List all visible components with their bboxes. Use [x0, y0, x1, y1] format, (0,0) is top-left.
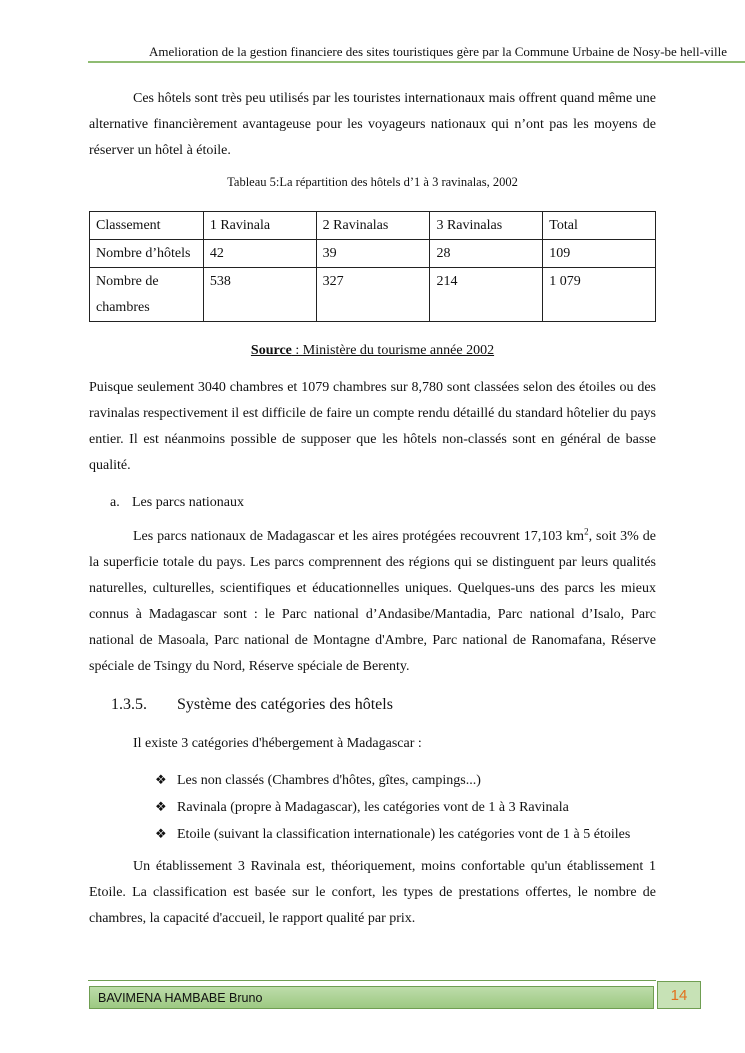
hotel-distribution-table	[89, 211, 656, 322]
category-list	[155, 767, 630, 848]
table-row	[90, 240, 656, 268]
table-cell: Nombre d’hôtels	[90, 240, 204, 268]
table-cell: 327	[316, 268, 430, 322]
subsection-marker: a.	[110, 495, 120, 510]
section-heading	[111, 693, 393, 717]
subsection-title: Les parcs nationaux	[132, 495, 244, 510]
paragraph-national-parks	[89, 524, 656, 680]
diamond-bullet-icon: ❖	[155, 826, 167, 841]
section-number: 1.3.5.	[111, 696, 147, 713]
footer-rule	[88, 980, 656, 981]
table-cell: 109	[543, 240, 656, 268]
running-header: Amelioration de la gestion financiere des sites touristiques gère par la Commune Urbaine de Nosy-be hell-ville	[149, 44, 727, 59]
table-cell: 28	[430, 240, 543, 268]
paragraph-room-classification: Puisque seulement 3040 chambres et 1079 chambres sur 8,780 sont classées selon des étoiles ou des ravinalas respectivement il est difficile de faire un compte rendu détaillé du standard hôtelier du pays entier. Il est néanmoins possible de supposer que les hôtels non-classés sont en général de basse qualité.	[89, 380, 656, 473]
list-item-text: Ravinala (propre à Madagascar), les catégories vont de 1 à 3 Ravinala	[177, 800, 569, 815]
subsection-heading	[110, 492, 244, 514]
source-text: : Ministère du tourisme année 2002	[291, 343, 495, 358]
table-caption: Tableau 5:La répartition des hôtels d’1 à 3 ravinalas, 2002	[227, 175, 518, 189]
table-row	[90, 268, 656, 322]
table-cell: 538	[203, 268, 316, 322]
table-header-cell: 2 Ravinalas	[316, 212, 430, 240]
parks-text-start: Les parcs nationaux de Madagascar et les aires protégées recouvrent 17,103 km	[133, 529, 585, 544]
list-item-text: Etoile (suivant la classification internationale) les catégories vont de 1 à 5 étoiles	[177, 827, 631, 842]
table-header-cell: 3 Ravinalas	[430, 212, 543, 240]
paragraph-hotels-usage: Ces hôtels sont très peu utilisés par les touristes internationaux mais offrent quand même une alternative financièrement avantageuse pour les voyageurs nationaux qui n’ont pas les moyens de réserver un hôtel à étoile.	[89, 91, 656, 158]
diamond-bullet-icon: ❖	[155, 772, 167, 787]
paragraph-classification-basis: Un établissement 3 Ravinala est, théoriquement, moins confortable qu'un établissement 1 Etoile. La classification est basée sur le confort, les types de prestations offertes, le nombre de chambres, la capacité d'accueil, le rapport qualité par prix.	[89, 859, 656, 926]
page-number: 14	[670, 987, 688, 1004]
parks-text-end: , soit 3% de la superficie totale du pays. Les parcs comprennent des régions qui se distinguent par leurs qualités naturelles, culturelles, scientifiques et éducationnelles uniques. Quelques-uns des parcs les mieux connus à Madagascar sont : le Parc national d’Andasibe/Mantadia, Parc national d’Isalo, Parc national de Masoala, Parc national de Montagne d'Ambre, Parc national de Ranomafana, Réserve spéciale de Tsingy du Nord, Réserve spéciale de Berenty.	[89, 529, 656, 674]
table-header-row	[90, 212, 656, 240]
header-rule	[88, 61, 745, 63]
list-item	[155, 821, 630, 848]
table-cell: 39	[316, 240, 430, 268]
table-cell: 214	[430, 268, 543, 322]
page-number-box	[657, 981, 701, 1009]
table-header-cell: Classement	[90, 212, 204, 240]
list-item-text: Les non classés (Chambres d'hôtes, gîtes, campings...)	[177, 773, 481, 788]
footer-author: BAVIMENA HAMBABE Bruno	[98, 991, 263, 1005]
list-item	[155, 794, 630, 821]
table-cell: Nombre de chambres	[90, 268, 204, 322]
table-source	[89, 343, 656, 359]
superscript: 2	[584, 526, 589, 537]
section-intro: Il existe 3 catégories d'hébergement à Madagascar :	[133, 736, 422, 751]
table-cell: 1 079	[543, 268, 656, 322]
table-header-cell: 1 Ravinala	[203, 212, 316, 240]
table-header-cell: Total	[543, 212, 656, 240]
list-item	[155, 767, 630, 794]
diamond-bullet-icon: ❖	[155, 799, 167, 814]
footer-bar	[89, 986, 654, 1009]
table-cell: 42	[203, 240, 316, 268]
section-title: Système des catégories des hôtels	[177, 696, 393, 713]
source-label: Source	[250, 343, 292, 358]
